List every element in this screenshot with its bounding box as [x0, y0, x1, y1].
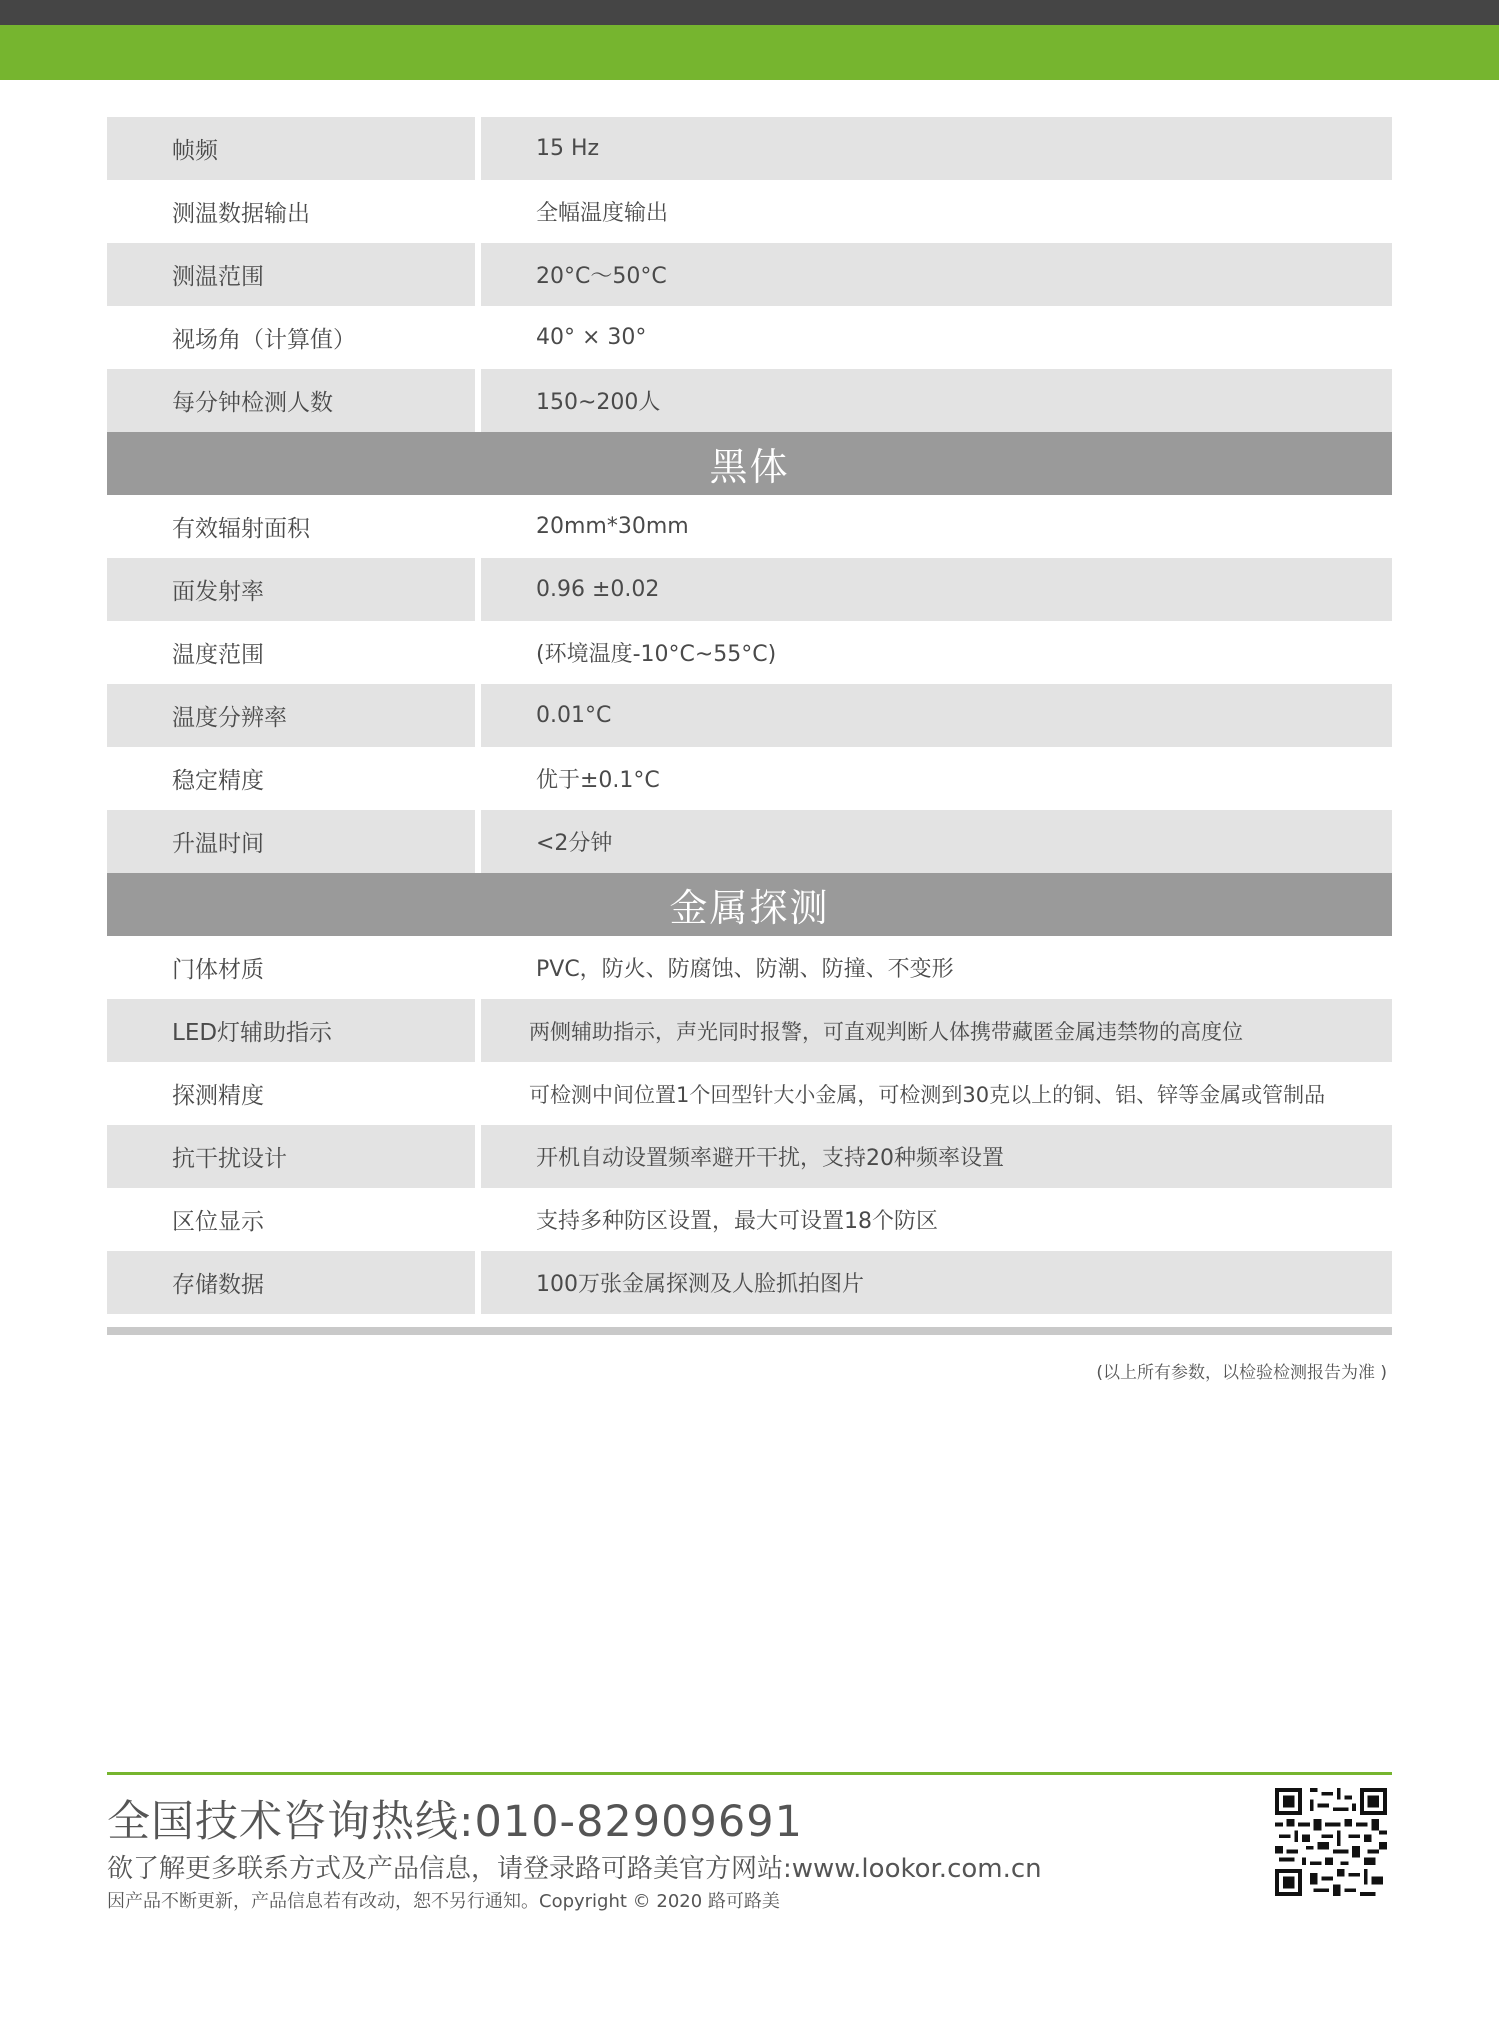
spec-label: 温度分辨率	[107, 684, 475, 747]
table-row	[107, 1062, 1392, 1125]
spec-label: LED灯辅助指示	[107, 999, 475, 1062]
top-green-bar	[0, 25, 1499, 80]
section-header: 黑体	[107, 432, 1392, 495]
footer-divider	[107, 1772, 1392, 1775]
table-row	[107, 180, 1392, 243]
spec-value: 100万张金属探测及人脸抓拍图片	[481, 1251, 1392, 1314]
spec-value: 150~200人	[481, 369, 1392, 432]
spec-label: 每分钟检测人数	[107, 369, 475, 432]
spec-label: 帧频	[107, 117, 475, 180]
spec-label: 温度范围	[172, 642, 264, 668]
spec-label: 有效辐射面积	[172, 516, 310, 542]
table-row	[107, 999, 1392, 1062]
website-text: 欲了解更多联系方式及产品信息，请登录路可路美官方网站:www.lookor.com.cn	[107, 1854, 1042, 1884]
spec-label: 稳定精度	[172, 768, 264, 794]
spec-value: 40° × 30°	[536, 325, 647, 350]
spec-label: 抗干扰设计	[107, 1125, 475, 1188]
spec-value: 20mm*30mm	[536, 514, 689, 539]
hotline-text: 全国技术咨询热线:010-82909691	[107, 1797, 803, 1847]
spec-value: 可检测中间位置1个回型针大小金属，可检测到30克以上的铜、铝、锌等金属或管制品	[529, 1082, 1326, 1107]
table-row	[107, 810, 1392, 873]
spec-value: (环境温度-10°C~55°C)	[536, 642, 777, 667]
spec-value: 两侧辅助指示，声光同时报警，可直观判断人体携带藏匿金属违禁物的高度位	[481, 999, 1392, 1062]
spec-label: 面发射率	[107, 558, 475, 621]
table-bottom-border	[107, 1327, 1392, 1335]
spec-table	[107, 117, 1392, 1314]
table-row	[107, 117, 1392, 180]
spec-value: 0.01°C	[481, 684, 1392, 747]
table-row	[107, 243, 1392, 306]
spec-value: PVC，防火、防腐蚀、防潮、防撞、不变形	[536, 957, 954, 982]
section-header: 金属探测	[107, 873, 1392, 936]
spec-value: 15 Hz	[481, 117, 1392, 180]
spec-label: 门体材质	[172, 957, 264, 983]
spec-value: 支持多种防区设置，最大可设置18个防区	[536, 1209, 938, 1234]
table-row	[107, 369, 1392, 432]
qr-code-icon	[1275, 1788, 1387, 1896]
table-row	[107, 936, 1392, 999]
spec-label: 视场角（计算值）	[172, 327, 356, 353]
spec-value: 20°C～50°C	[481, 243, 1392, 306]
spec-label: 升温时间	[107, 810, 475, 873]
footnote: (以上所有参数，以检验检测报告为准 )	[1096, 1363, 1387, 1383]
spec-value: <2分钟	[481, 810, 1392, 873]
spec-label: 存储数据	[107, 1251, 475, 1314]
spec-label: 测温范围	[107, 243, 475, 306]
table-row	[107, 1125, 1392, 1188]
spec-label: 区位显示	[172, 1209, 264, 1235]
spec-label: 测温数据输出	[172, 201, 310, 227]
spec-value: 优于±0.1°C	[536, 768, 660, 793]
table-row	[107, 1188, 1392, 1251]
spec-value: 全幅温度输出	[536, 201, 669, 226]
table-row	[107, 495, 1392, 558]
table-row	[107, 558, 1392, 621]
table-row	[107, 747, 1392, 810]
table-row	[107, 1251, 1392, 1314]
table-row	[107, 306, 1392, 369]
table-row	[107, 684, 1392, 747]
spec-label: 探测精度	[172, 1083, 264, 1109]
top-dark-bar	[0, 0, 1499, 25]
spec-value: 0.96 ±0.02	[481, 558, 1392, 621]
copyright-text: 因产品不断更新，产品信息若有改动，恕不另行通知。Copyright © 2020 路可路美	[107, 1891, 780, 1912]
spec-value: 开机自动设置频率避开干扰，支持20种频率设置	[481, 1125, 1392, 1188]
table-row	[107, 621, 1392, 684]
